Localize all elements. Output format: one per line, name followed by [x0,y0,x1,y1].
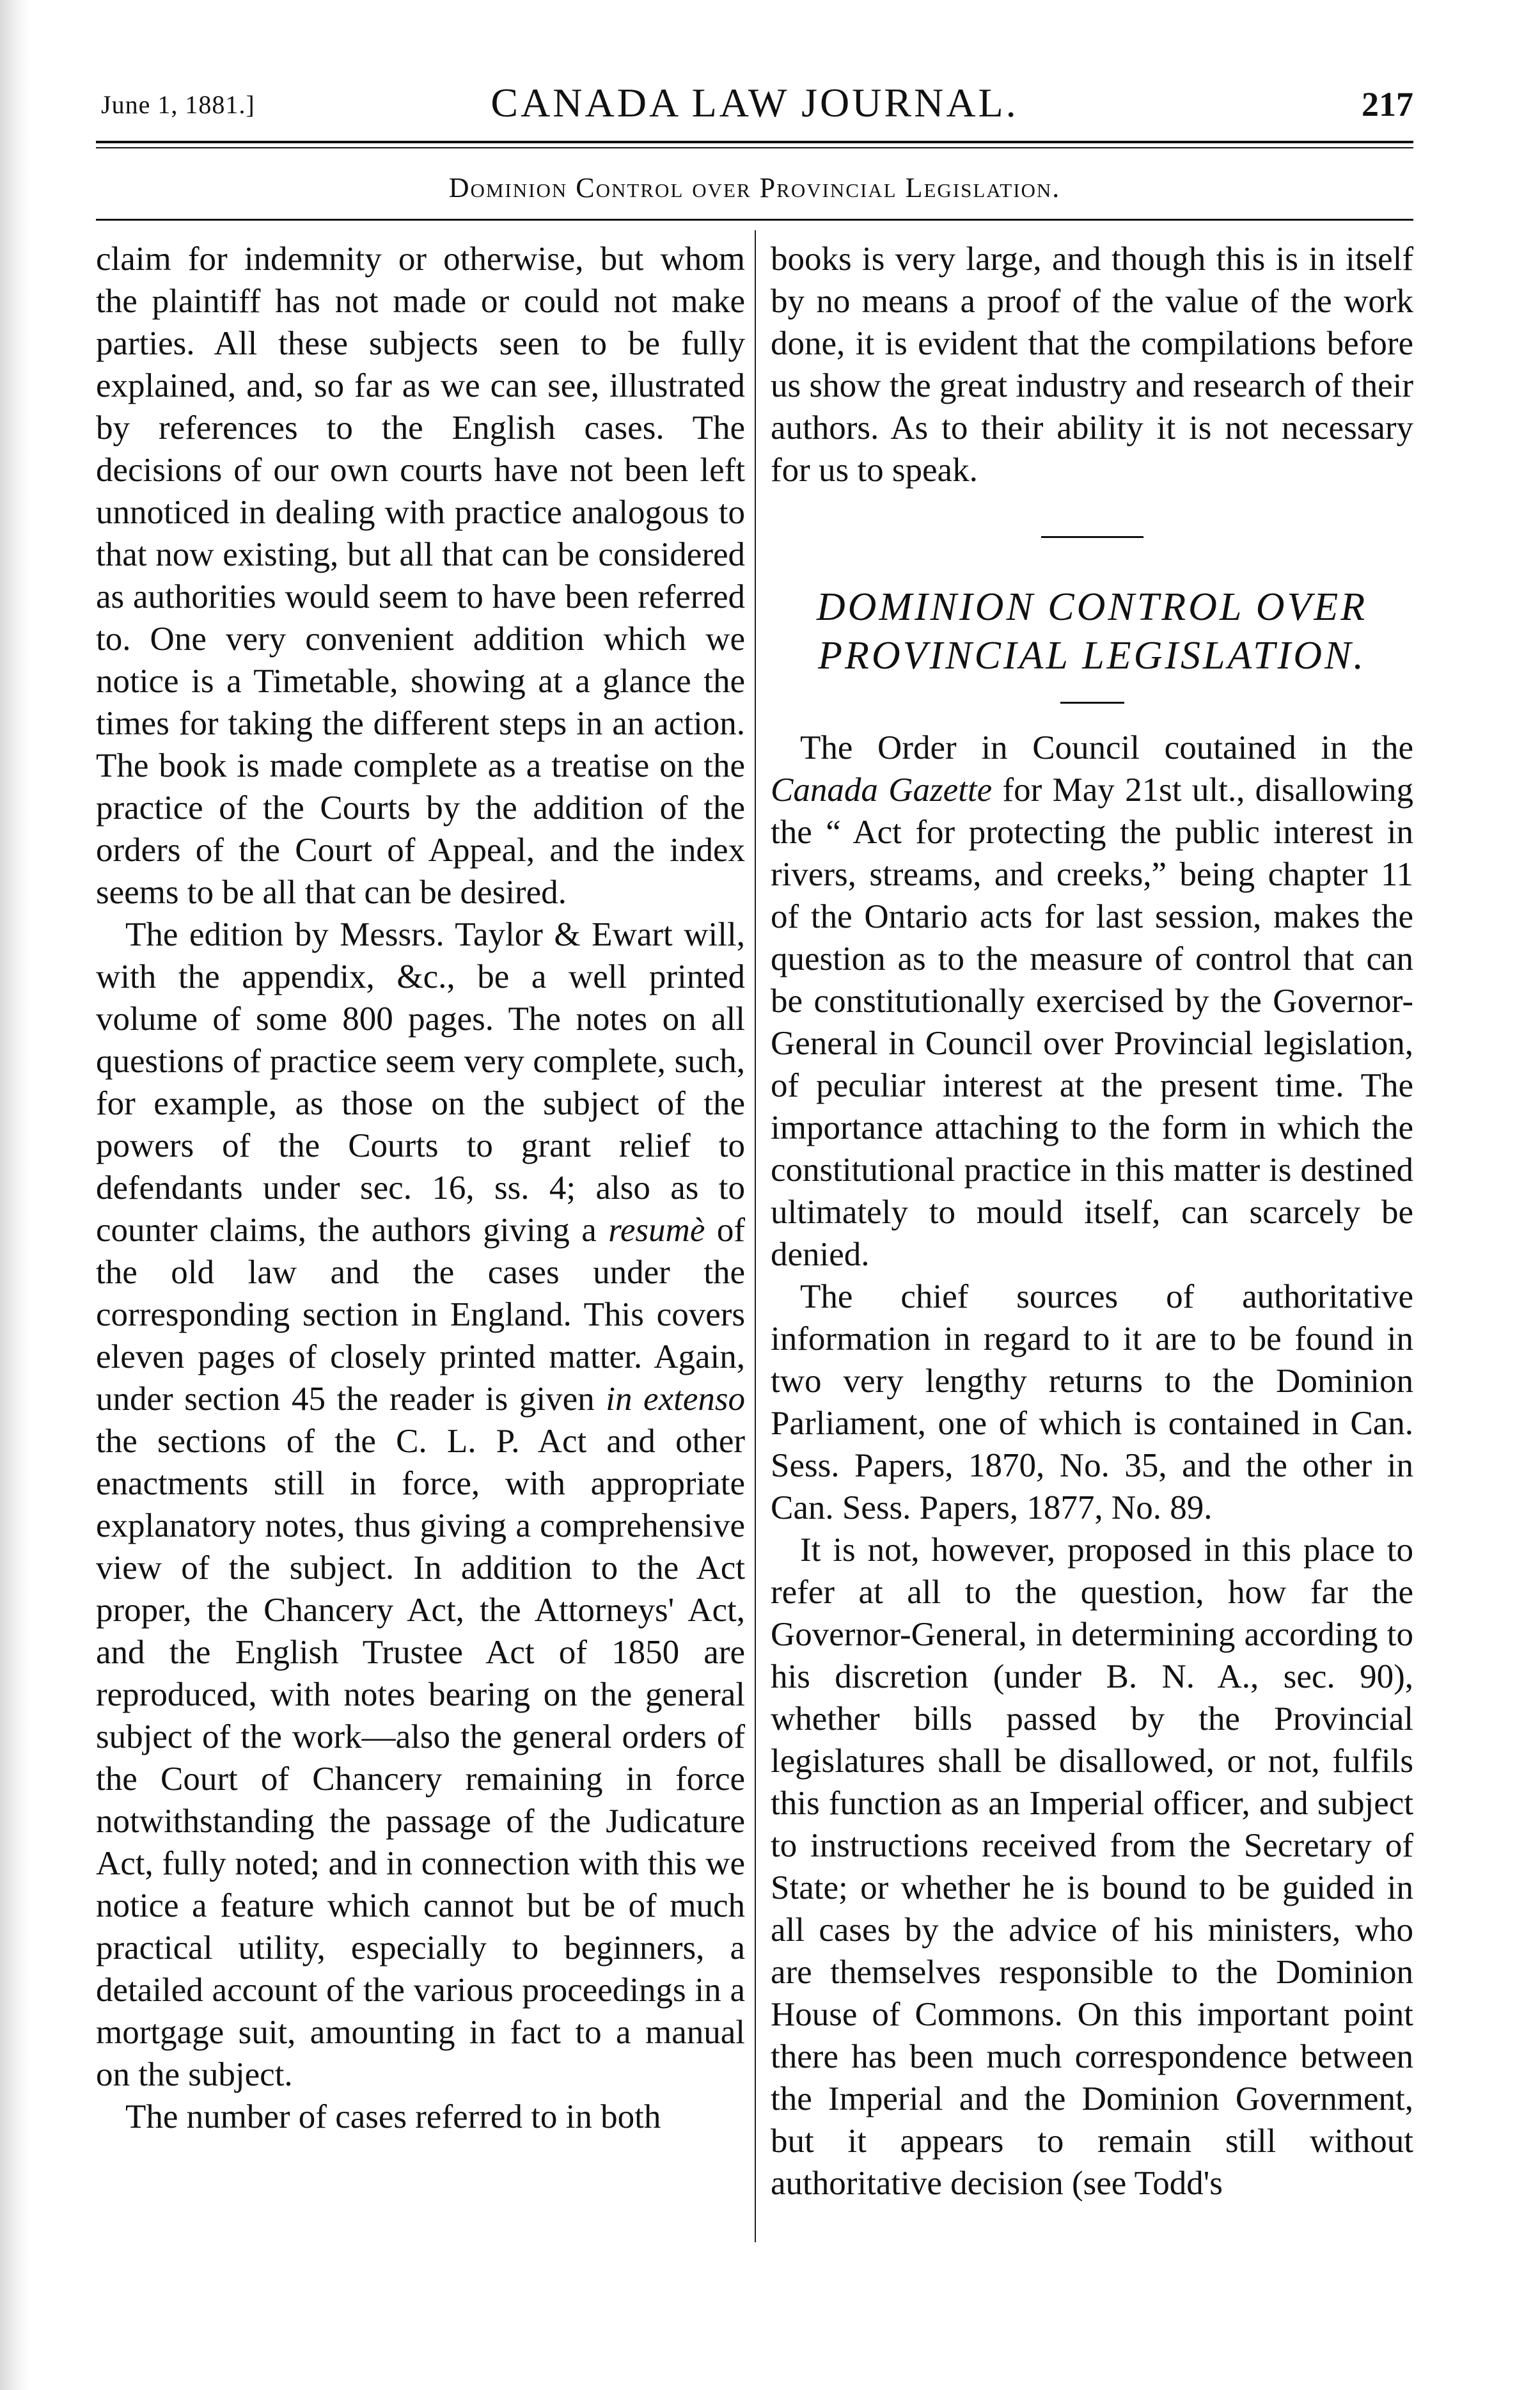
page-number: 217 [1362,85,1413,123]
right-paragraph-1: books is very large, and though this is in itself by no means a proof of the value of the work done, it is evident that the compilations before us show the great industry and research of their authors. As to their ability it is not necessary for us to speak. [771,241,1413,489]
right-p2-text-a: The Order in Council coutained in the [800,729,1413,766]
article-title-line-1: DOMINION CONTROL OVER [816,585,1368,629]
header-rule-thin [96,147,1413,148]
scan-edge-shadow [0,0,29,2390]
left-p2-resume: resumè [608,1212,705,1249]
left-p2-text-c: the sections of the C. L. P. Act and other enactments still in force, with appropriate explanatory notes, thus giving a comprehensive view of the subject. In addition to the Act proper, the Chancery Act, the Attorneys' Act, and the English Trustee Act of 1850 are reproduced, with notes bearing on the general subject of the work—also the general orders of the Court of Chancery remaining in force notwithstanding the passage of the Judicature Act, fully noted; and in connection with this we notice a feature which cannot but be of much practical utility, especially to beginners, a detailed account of the various proceedings in a mortgage suit, amounting in fact to a manual on the subject. [96,1423,745,2093]
section-running-head: Dominion Control over Provincial Legislation. [448,172,1061,203]
right-p2-gazette: Canada Gazette [771,772,993,809]
left-paragraph-1: claim for indemnity or otherwise, but whom the plaintiff has not made or could not make parties. All these subjects seen to be fully explained, and, so far as we can see, illustrated by references to the English cases. The decisions of our own courts have not been left unnoticed in dealing with practice analogous to that now existing, but all that can be considered as authorities would seem to have been referred to. One very convenient addition which we notice is a Timetable, showing at a glance the times for taking the different steps in an action. The book is made complete as a treatise on the practice of the Courts by the addition of the orders of the Court of Appeal, and the index seems to be all that can be desired. [96,241,745,911]
right-p2-text-b: for May 21st ult., disallowing the “ Act for protecting the public interest in rivers, streams, and creeks,” being chapter 11 of the Ontario acts for last session, makes the question as to the measure of control that can be constitutionally exercised by the Governor-General in Council over Provincial legislation, of peculiar interest at the present time. The importance attaching to the form in which the constitutional practice in this matter is destined ultimately to mould itself, can scarcely be denied. [771,772,1414,1273]
left-p2-text-a: The edition by Messrs. Taylor & Ewart will, with the appendix, &c., be a well printed volume of some 800 pages. The notes on all questions of practice seem very complete, such, for example, as those on the subject of the powers of the Courts to grant relief to defendants under sec. 16, ss. 4; also as to counter claims, the authors giving a [96,916,745,1249]
left-column [96,238,745,2138]
right-column [771,238,1413,2204]
journal-title: CANADA LAW JOURNAL. [491,80,1019,125]
running-header [96,70,1413,141]
column-divider [755,230,756,2242]
left-p2-text-b: of the old law and the cases under the corresponding section in England. This covers eleven pages of closely printed matter. Again, under section 45 the reader is given [96,1212,745,1418]
section-head-rule [96,219,1413,221]
right-paragraph-4: It is not, however, proposed in this place to refer at all to the question, how far the Governor-General, in determining according to his discretion (under B. N. A., sec. 90), whether bills passed by the Provincial legislatures shall be disallowed, or not, fulfils this function as an Imperial officer, and subject to instructions received from the Secretary of State; or whether he is bound to be guided in all cases by the advice of his ministers, who are themselves responsible to the Dominion House of Commons. On this important point there has been much correspondence between the Imperial and the Dominion Government, but it appears to remain still without authoritative decision (see Todd's [771,1531,1413,2202]
left-paragraph-2 [96,914,745,2096]
article-title-line-2: PROVINCIAL LEGISLATION. [818,634,1366,677]
left-paragraph-3: The number of cases referred to in both [125,2098,661,2135]
left-p2-in-extenso: in extenso [606,1381,745,1418]
right-paragraph-3: The chief sources of authoritative information in regard to it are to be found in two very lengthy returns to the Dominion Parliament, one of which is contained in Can. Sess. Papers, 1870, No. 35, and the other in Can. Sess. Papers, 1877, No. 89. [771,1278,1413,1526]
header-date: June 1, 1881.] [101,90,255,119]
right-paragraph-2 [771,727,1413,1276]
header-rule-thick [96,141,1413,143]
